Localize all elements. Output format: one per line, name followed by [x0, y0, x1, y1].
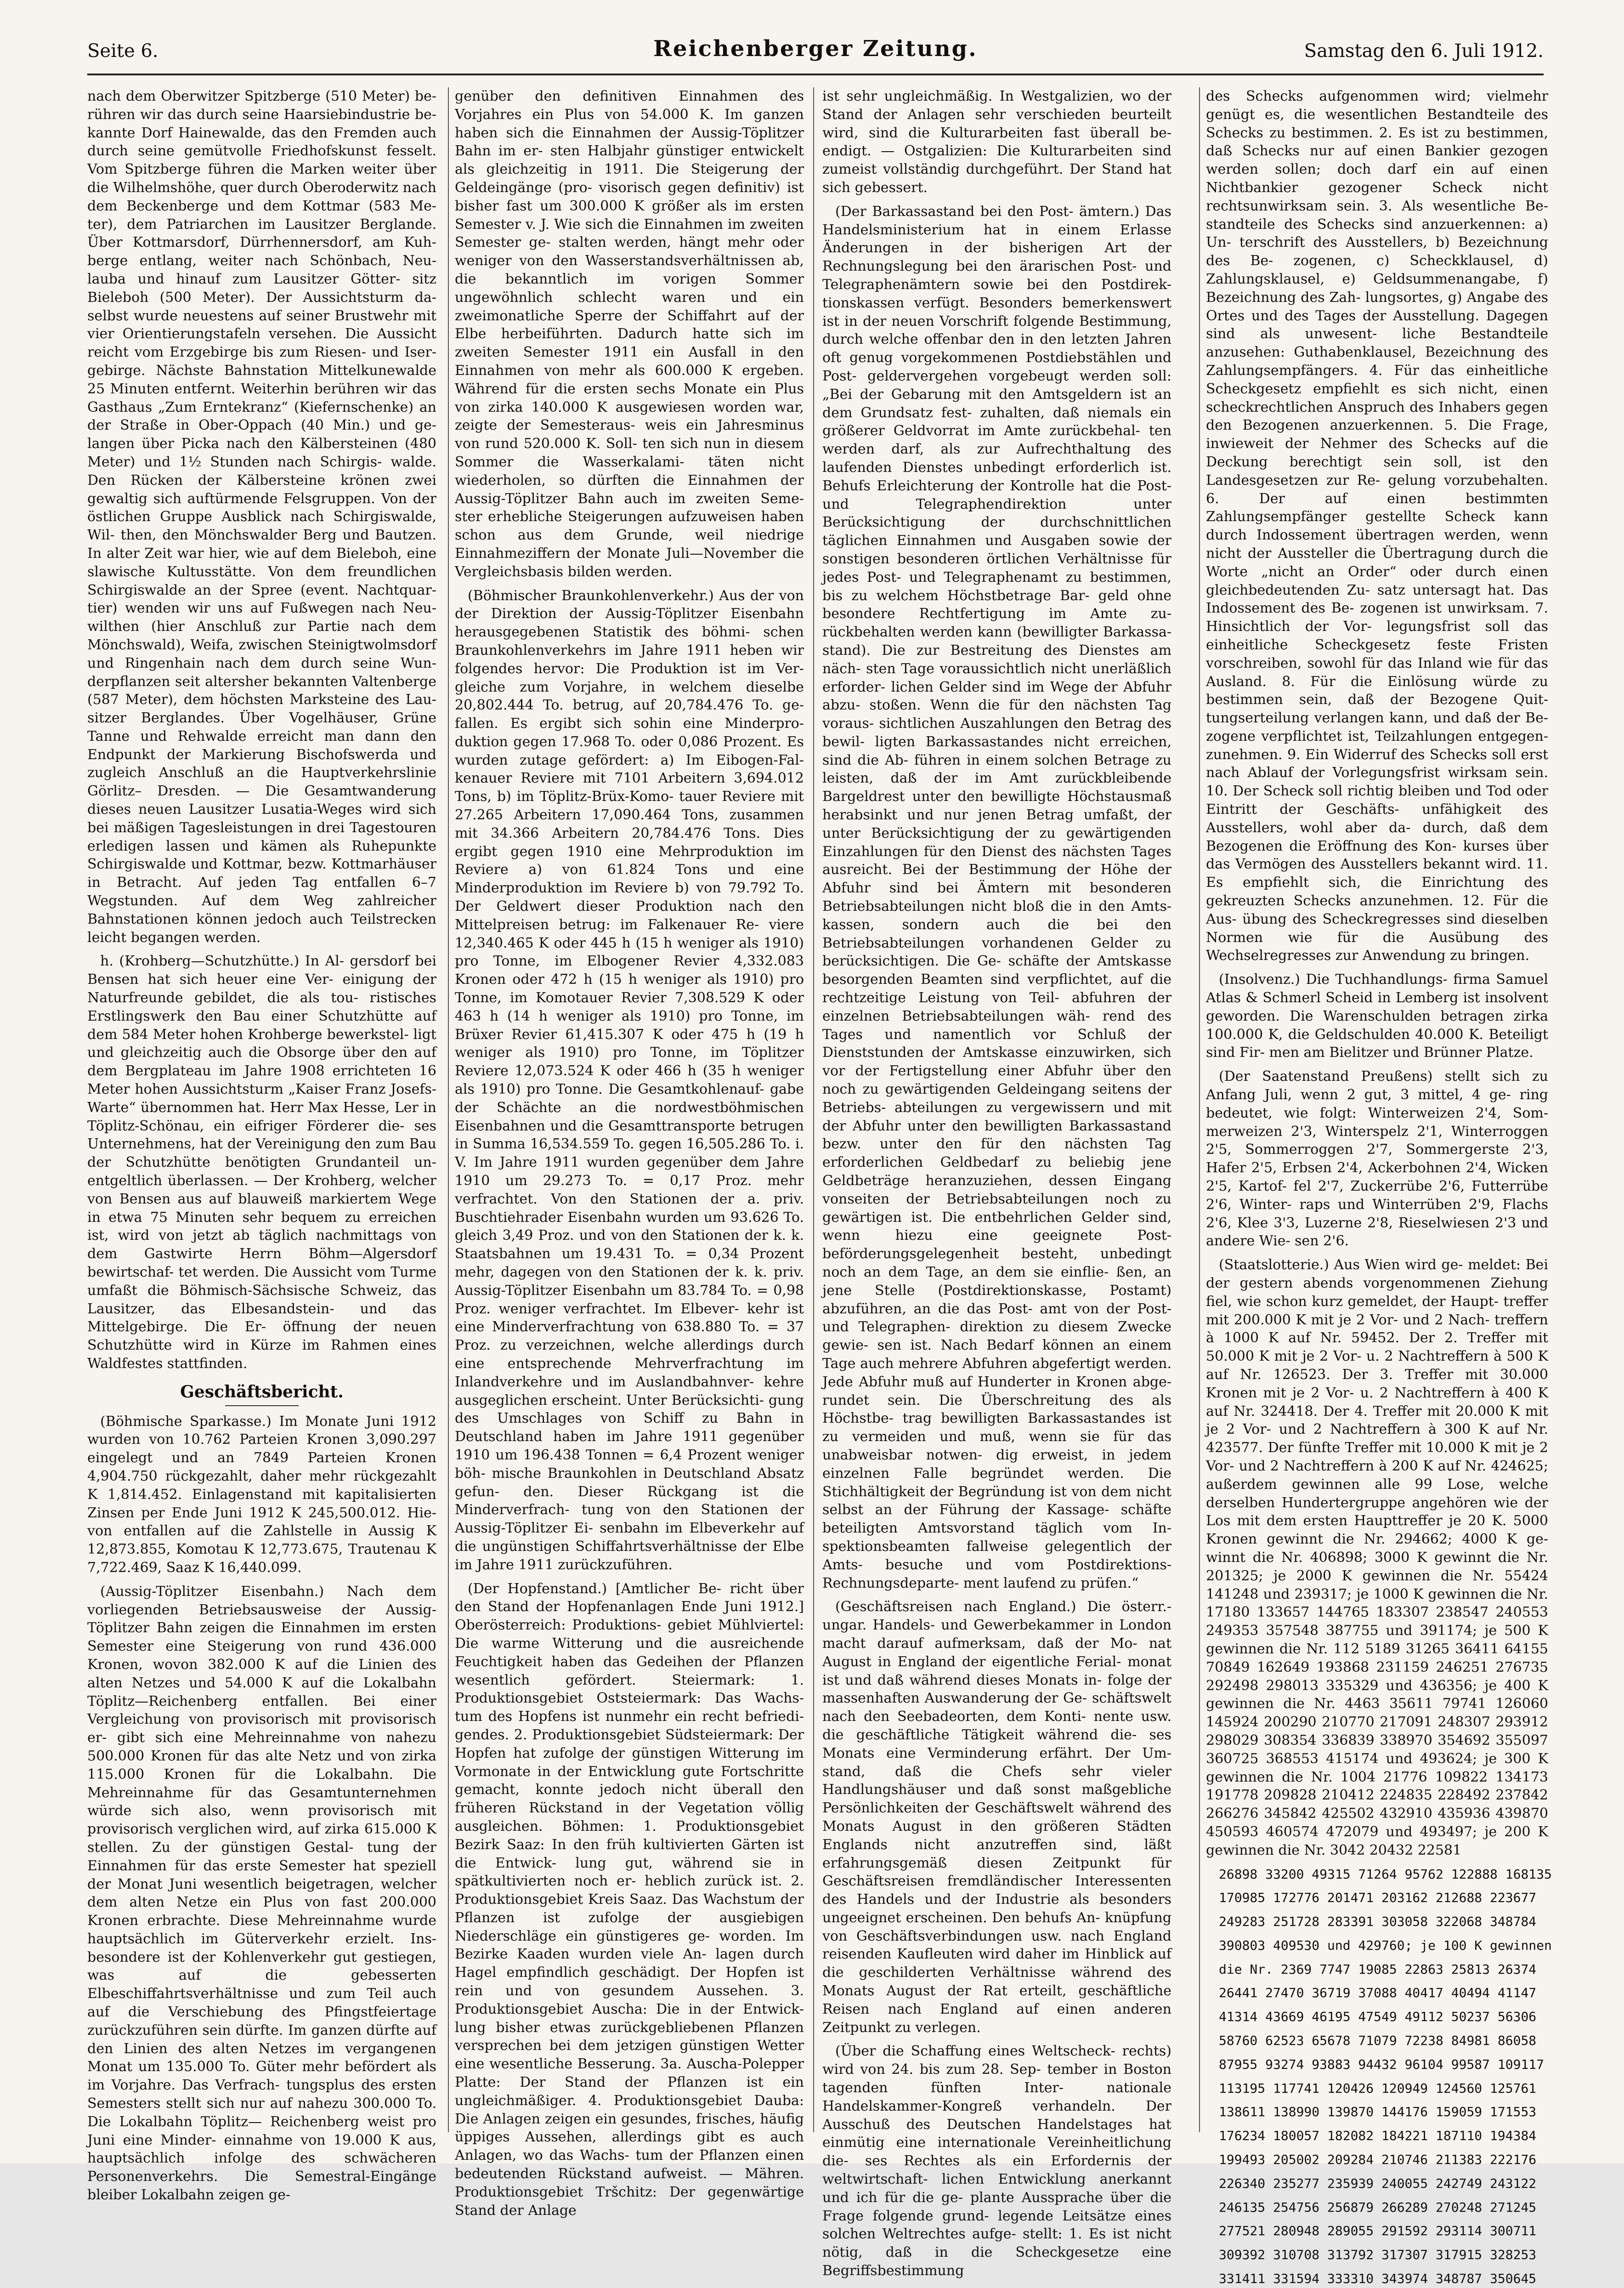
column-1 [87, 87, 436, 2203]
article-crop-status: (Der Saatenstand Preußens) stellt sich zu Anfang Juli, wenn 2 gut, 3 mittel, 4 ge- ring bedeutet, wie folgt: Winterweizen 2'4, Som- merweizen 2'3, Winterspelz 2'1, Winterroggen 2'5, Sommerroggen 2'7, Sommergerste 2'3, Hafer 2'5, Erbsen 2'4, Ackerbohnen 2'4, Wicken 2'5, Kartof- fel 2'7, Zuckerrübe 2'6, Futterrübe 2'6, Winter- raps und Winterrüben 2'9, Flachs 2'6, Klee 3'3, Luzerne 2'8, Rieselwiesen 2'3 und andere Wie- sen 2'6. [1206, 1068, 1548, 1249]
column-divider [1199, 87, 1200, 2132]
section-underline [225, 1405, 299, 1406]
article-post-cash: (Der Barkassastand bei den Post- ämtern.) Das Handelsministerium hat in einem Erlasse Änderungen in der bisherigen Art der Rechnungslegung bei den ärarischen Post- und Telegraphenämtern sowie bei den Postdirek- tionskassen verfügt. Besonders bemerkenswert ist in der neuen Vorschrift folgende Bestimmung, durch welche offenbar den in den letzten Jahren oft genug vorgekommenen Postdiebstählen und Post- geldervergehen vorgebeugt werden soll: „Bei der Gebarung mit den Amtsgeldern ist an dem Grundsatz fest- zuhalten, daß niemals ein größerer Geldvorrat im Amte zurückbehal- ten werden darf, als zur Aufrechthaltung des laufenden Dienstes unbedingt erforderlich ist. Behufs Erleichterung der Kontrolle hat die Post- und Telegraphendirektion unter Berücksichtigung der durchschnittlichen täglichen Einnahmen und Ausgaben sowie der sonstigen besonderen örtlichen Verhältnisse für jedes Post- und Telegraphenamt zu bestimmen, bis zu welchem Höchstbetrage Bar- geld ohne besondere Rechtfertigung im Amte zu- rückbehalten werden kann (bewilligter Barkassa- stand). Die zur Bestreitung des Dienstes am näch- sten Tage voraussichtlich nicht unerläßlich erforder- lichen Gelder sind im Wege der Abfuhr abzu- stoßen. Wenn die für den nächsten Tag voraus- sichtlichen Auszahlungen den Betrag des bewil- ligten Barkassastandes nicht erreichen, sind die Ab- führen in einem solchen Betrage zu leisten, daß der im Amt zurückbleibende Bargeldrest unter den bewilligte Höchstausmaß herabsinkt und nur jenen Betrag umfaßt, der unter Berücksichtigung der zu gewärtigenden Einzahlungen für den Dienst des nächsten Tages ausreicht. Bei der Bestimmung der Höhe der Abfuhr sind bei Ämtern mit besonderen Betriebsabteilungen nicht bloß die in den Amts- kassen, sondern auch die bei den Betriebsabteilungen vorhandenen Gelder zu berücksichtigen. Die Ge- schäfte der Amtskasse besorgenden Beamten sind verpflichtet, auf die rechtzeitige Leistung von Teil- abfuhren der einzelnen Betriebsabteilungen wäh- rend des Tages und namentlich vor Schluß der Dienststunden der Amtskasse einzuwirken, sich vor der Fertigstellung einer Abfuhr über den noch zu gewärtigenden Geldeingang seitens der Betriebs- abteilungen zu vergewissern und mit der Abfuhr unter den bewilligten Barkassastand bezw. unter den für den nächsten Tag erforderlichen Geldbedarf zu beliebig jene Geldbeträge heranzuziehen, dessen Eingang vonseiten der Betriebsabteilungen noch zu gewärtigen ist. Die entbehrlichen Gelder sind, wenn hiezu eine geeignete Post- beförderungsgelegenheit besteht, unbedingt noch an dem Tage, an dem sie einflie- ßen, an jene Stelle (Postdirektionskasse, Postamt) abzuführen, an die das Post- amt von der Post- und Telegraphen- direktion zu diesem Zwecke gewie- sen ist. Nach Bedarf können an einem Tage auch mehrere Abfuhren abgefertigt werden. Jede Abfuhr muß auf Hunderter in Kronen abge- rundet sein. Die Überschreitung des als Höchstbe- trag bewilligten Barkassastandes ist zu vermeiden und muß, wenn sie für das unabweisbar notwen- dig erweist, in jedem einzelnen Falle begründet werden. Die Stichhältigkeit der Begründung ist von dem nicht selbst an der Führung der Kassage- schäfte beteiligten Amtsvorstand täglich vom In- spektionsbeamten fallweise gelegentlich der Amts- besuche und vom Postdirektions-Rechnungsdeparte- ment laufend zu prüfen.“ [822, 203, 1171, 1591]
lottery-row: 58760 62523 65678 71079 72238 84981 86058 [1219, 2033, 1537, 2049]
lottery-row: 246135 254756 256879 266289 270248 271245 [1219, 2199, 1537, 2215]
lottery-row: 390803 409530 und 429760; je 100 K gewinnen [1219, 1937, 1552, 1953]
lottery-row: 199493 205002 209284 210746 211383 222176 [1219, 2152, 1537, 2168]
page-header [87, 32, 1544, 75]
column-3 [822, 87, 1171, 2279]
column-2 [455, 87, 804, 2219]
article-aussig-teplitz-railway: (Aussig-Töplitzer Eisenbahn.) Nach dem vorliegenden Betriebsausweise der Aussig- Töplitzer Bahn zeigen die Einnahmen im ersten Semester eine Steigerung von rund 436.000 Kronen, wovon 382.000 K auf die Linien des alten Netzes und 54.000 K auf die Lokalbahn Töplitz—Reichenberg entfallen. Bei einer Vergleichung von provisorisch mit provisorisch er- gibt sich eine Mehreinnahme von nahezu 500.000 Kronen für das alte Netz und von zirka 115.000 Kronen für die Lokalbahn. Die Mehreinnahme für das Gesamtunternehmen würde sich also, wenn provisorisch mit provisorisch verglichen wird, auf zirka 615.000 K stellen. Zu der günstigen Gestal- tung der Einnahmen für das erste Semester hat speziell der Monat Juni wesentlich beigetragen, welcher dem alten Netze ein Plus von fast 200.000 Kronen erbrachte. Diese Mehreinnahme wurde hauptsächlich im Güterverkehr erzielt. Ins- besondere ist der Kohlenverkehr gut gestiegen, was auf die gebesserten Elbeschiffahrtsverhältnisse und zum Teil auch auf die Verschiebung des Pfingstfeiertage zurückzuführen sein dürfte. Im ganzen dürfte auf den Linien des alten Netzes im vergangenen Monat um 135.000 To. Güter mehr befördert als im Vorjahre. Das Verfrach- tungsplus des ersten Semesters stellt sich nur auf nahezu 300.000 To. Die Lokalbahn Töplitz— Reichenberg weist pro Juni eine Minder- einnahme von 19.000 K aus, hauptsächlich infolge des schwächeren Personenverkehrs. Die Semestral-Eingänge bleiber Lokalbahn zeigen ge- [87, 1583, 436, 2203]
lottery-row: 138611 138990 139870 144176 159059 171553 [1219, 2104, 1537, 2120]
lottery-row: 176234 180057 182082 184221 187110 194384 [1219, 2128, 1537, 2144]
article-hop-continued: ist sehr ungleichmäßig. In Westgalizien, wo der Stand der Anlagen sehr verschieden beurteilt wird, sind die Kulturarbeiten fast überall be- endigt. — Ostgalizien: Die Kulturarbeiten sind zumeist vollständig durchgeführt. Der Stand hat sich gebessert. [822, 88, 1171, 196]
section-title: Geschäftsbericht. [180, 1382, 344, 1402]
article-lusatia-trail: nach dem Oberwitzer Spitzberge (510 Meter) be- rühren wir das durch seine Haarsiebindustrie be- kannte Dorf Hainewalde, das den Fremden auch durch seine gemütvolle Friedhofskunst fesselt. Vom Spitzberge führen die Marken weiter über die Wilhelmshöhe, quer durch Oberoderwitz nach dem Beckenberge und dem Kottmar (583 Me- ter), dem Patriarchen im Lausitzer Berglande. Über Kottmarsdorf, Dürrhennersdorf, am Kuh- berge entlang, weiter nach Schönbach, Neu- lauba und hinauf zum Lausitzer Götter- sitz Bieleboh (500 Meter). Der Aussichtsturm da- selbst wurde neuestens auf seiner Brustwehr mit vier Orientierungstafeln versehen. Die Aussicht reicht vom Erzgebirge bis zum Riesen- und Iser- gebirge. Nächste Bahnstation Mittelkunewalde 25 Minuten entfernt. Weiterhin berühren wir das Gasthaus „Zum Erntekranz“ (Kiefernschenke) an der Straße in Ober-Oppach (40 Min.) und ge- langen über Picka nach den Kälbersteinen (480 Meter) und 1½ Stunden nach Schirgis- walde. Den Rücken der Kälbersteine krönen zwei gewaltig sich auftürmende Felsgruppen. Von der östlichen Gruppe Ausblick nach Schirgiswalde, Wil- then, den Mönchswalder Berg und Bautzen. In alter Zeit war hier, wie auf dem Bieleboh, eine slawische Kultusstätte. Von dem freundlichen Schirgiswalde an der Spree (event. Nachtquar- tier) wenden wir uns auf Fußwegen nach Neu- wilthen (hier Anschluß zur Partie nach dem Mönchswald), Weifa, zwischen Steinigtwolmsdorf und Ringenhain nach dem durch seine Wun- derpflanzen seit altersher bekannten Valtenberge (587 Meter), dem höchsten Marksteine des Lau- sitzer Berglandes. Über Vogelhäuser, Grüne Tanne und Rehwalde erreicht man dann den Endpunkt der Markierung Bischofswerda und zugleich Anschluß an die Hauptverkehrslinie Görlitz– Dresden. — Die Gesamtwanderung dieses neuen Lausitzer Lusatia-Weges wird sich bei mäßigen Tagesleistungen in drei Tagestouren erledigen lassen und kämen als Ruhepunkte Schirgiswalde und Kottmar, bezw. Kottmarhäuser in Betracht. Auf jeden Tag entfallen 6–7 Wegstunden. Auf dem Weg zahlreicher Bahnstationen können jedoch auch Teilstrecken leicht begangen werden. [87, 88, 436, 946]
column-divider [448, 87, 449, 2132]
lottery-row: 331411 331594 333310 343974 348787 350645 [1219, 2271, 1537, 2287]
lottery-row: 249283 251728 283391 303058 322068 348784 [1219, 1914, 1537, 1930]
page-number: Seite 6. [87, 40, 158, 62]
article-krohberg-hut: h. (Krohberg—Schutzhütte.) In Al- gersdorf bei Bensen hat sich heuer eine Ver- einigung der Naturfreunde gebildet, die als tou- ristisches Erstlingswerk den Bau einer Schutzhütte auf dem 584 Meter hohen Krohberge bewerkstel- ligt und gleichzeitig auch die Obsorge über den auf dem Bergplateau im Jahre 1908 errichteten 16 Meter hohen Aussichtsturm „Kaiser Franz Josefs-Warte“ übernommen hat. Herr Max Hesse, Ler in Töplitz-Schönau, ein eifriger Förderer die- ses Unternehmens, hat der Vereinigung den zum Bau der Schutzhütte benötigten Grundanteil un- entgeltlich überlassen. — Der Krohberg, welcher von Bensen aus auf blauweiß markiertem Wege in etwa 75 Minuten sehr bequem zu erreichen ist, wird von jetzt ab täglich nachmittags von dem Gastwirte Herrn Böhm—Algersdorf bewirtschaf- tet werden. Die Aussicht vom Turme umfaßt die Böhmisch-Sächsische Schweiz, das Lausitzer, das Elbesandstein- und das Mittelgebirge. Die Er- öffnung der neuen Schutzhütte wird in Kürze im Rahmen eines Waldfestes stattfinden. [87, 953, 436, 1372]
lottery-row: 226340 235277 235939 240055 242749 243122 [1219, 2175, 1537, 2191]
article-world-cheque-law: (Über die Schaffung eines Weltscheck- rechts) wird von 24. bis zum 28. Sep- tember in Boston tagenden fünften Inter- nationale Handelskammer-Kongreß verhandeln. Der Ausschuß des Deutschen Handelstages hat einmütig eine internationale Vereinheitlichung die- ses Rechtes als ein Erfordernis der weltwirtschaft- lichen Entwicklung anerkannt und ich für die ge- plante Aussprache über die Frage folgende grund- legende Leitsätze eines solchen Weltrechtes aufge- stellt: 1. Es ist nicht nötig, daß in die Scheckgesetze eine Begriffsbestimmung [822, 2043, 1171, 2279]
article-state-lottery: (Staatslotterie.) Aus Wien wird ge- meldet: Bei der gestern abends vorgenommenen Ziehung fiel, wie schon kurz gemeldet, der Haupt- treffer mit 200.000 K mit je 2 Vor- und 2 Nach- treffern à 1000 K auf Nr. 59452. Der 2. Treffer mit 50.000 K mit je 2 Vor- u. 2 Nachtreffern à 500 K auf Nr. 126523. Der 3. Treffer mit 30.000 Kronen mit je 2 Vor- u. 2 Nachtreffern à 400 K auf Nr. 324418. Der 4. Treffer mit 20.000 K mit je 2 Vor- und 2 Nachtreffern à 300 K auf Nr. 423577. Der fünfte Treffer mit 10.000 K mit je 2 Vor- und 2 Nachtreffern à 200 K auf Nr. 424625; außerdem gewinnen alle 99 Lose, welche derselben Hundertergruppe angehören wie der Los mit dem ersten Haupttreffer je 20 K. 5000 Kronen gewinnt die Nr. 294662; 4000 K ge- winnt die Nr. 406898; 3000 K gewinnt die Nr. 201325; je 2000 K gewinnen die Nr. 55424 141248 und 239317; je 1000 K gewinnen die Nr. 17180 133657 144765 183307 238547 240553 249353 357548 387755 und 391174; je 500 K gewinnen die Nr. 112 5189 31265 36411 64155 70849 162649 193868 231159 246251 276735 292498 298013 335329 und 436356; je 400 K gewinnen die Nr. 4463 35611 79741 126060 145924 200290 210770 217091 248307 293912 298029 308354 336839 338970 354692 355097 360725 368553 415174 und 493624; je 300 K gewinnen die Nr. 1004 21776 109822 134173 191778 209828 210412 224835 228492 237842 266276 345842 425502 432910 435936 439870 450593 460574 472079 und 493497; je 200 K gewinnen die Nr. 3042 20432 22581 [1206, 1257, 1548, 1858]
issue-date: Samstag den 6. Juli 1912. [1304, 40, 1544, 62]
newspaper-title: Reichenberger Zeitung. [653, 36, 978, 62]
article-brown-coal: (Böhmischer Braunkohlenverkehr.) Aus der von der Direktion der Aussig-Töplitzer Eisenbahn herausgegebenen Statistik des böhmi- schen Braunkohlenverkehrs im Jahre 1911 heben wir folgendes hervor: Die Produktion ist im Ver- gleiche zum Vorjahre, in welchem dieselbe 20,802.444 To. betrug, auf 20,784.476 To. ge- fallen. Es ergibt sich sohin eine Minderpro- duktion gegen 17.968 To. oder 0,086 Prozent. Es wurden zutage gefördert: a) Im Eibogen-Fal- kenauer Reviere mit 7101 Arbeitern 3,694.012 Tons, b) im Töplitz-Brüx-Komo- tauer Reviere mit 27.265 Arbeitern 17,090.464 Tons, zusammen mit 34.366 Arbeitern 20,784.476 Tons. Dies ergibt gegen 1910 eine Mehrproduktion im Reviere a) von 61.824 Tons und eine Minderproduktion im Reviere b) von 79.792 To. Der Geldwert dieser Produktion nach den Mittelpreisen betrug: im Falkenauer Re- viere 12,340.465 K oder 445 h (15 h weniger als 1910) pro Tonne, im Elbogener Revier 4,332.083 Kronen oder 472 h (15 h weniger als 1910) pro Tonne, im Komotauer Revier 7,308.529 K oder 463 h (14 h weniger als 1910) pro Tonne, im Brüxer Revier 61,415.307 K oder 475 h (19 h weniger als 1910) pro Tonne, im Töplitzer Reviere 12,073.524 K oder 466 h (35 h weniger als 1910) pro Tonne. Die Gesamtkohlenauf- gabe der Schächte an die nordwestböhmischen Eisenbahnen und die Gesamttransporte betrugen in Summa 16,534.559 To. gegen 16,505.286 To. i. V. Im Jahre 1911 wurden gegenüber dem Jahre 1910 um 29.273 To. = 0,17 Proz. mehr verfrachtet. Von den Stationen der a. priv. Buschtiehrader Eisenbahn wurden um 93.626 To. gleich 3,49 Proz. und von den Stationen der k. k. Staatsbahnen um 19.431 To. = 0,34 Prozent mehr, dagegen von den Stationen der k. k. priv. Aussig-Töplitzer Eisenbahn um 83.784 To. = 0,98 Proz. weniger verfrachtet. Im Elbever- kehr ist eine Minderverfrachtung von 638.880 To. = 37 Proz. zu verzeichnen, welche allerdings durch eine entsprechende Mehrverfrachtung im Inlandverkehre und im Auslandbahnver- kehre ausgeglichen erscheint. Unter Berücksichti- gung des Umschlages von Schiff zu Bahn in Deutschland haben im Jahre 1911 gegenüber 1910 um 196.438 Tonnen = 6,4 Prozent weniger böh- mische Braunkohlen in Deutschland Absatz gefun- den. Dieser Rückgang ist die Minderverfrach- tung von den Stationen der Aussig-Töplitzer Ei- senbahn im Elbeverkehr auf die ungünstigen Schiffahrtsverhältnisse der Elbe im Jahre 1911 zurückzuführen. [455, 587, 804, 1573]
lottery-number-table [1206, 1865, 1552, 2288]
lottery-row: 26441 27470 36719 37088 40417 40494 41147 [1219, 1985, 1537, 2001]
lottery-row: 113195 117741 120426 120949 124560 125761 [1219, 2080, 1537, 2096]
article-business-travel-england: (Geschäftsreisen nach England.) Die österr.-ungar. Handels- und Gewerbekammer in London macht darauf aufmerksam, daß der Mo- nat August in England der eigentliche Ferial- monat ist und daß während dieses Monats in- folge der massenhaften Auswanderung der Ge- schäftswelt nach den Seebadeorten, dem Konti- nente usw. die geschäftliche Tätigkeit während die- ses Monats eine Verminderung erfährt. Der Um- stand, daß die Chefs sehr vieler Handlungshäuser und daß sonst maßgebliche Persönlichkeiten der Geschäftswelt während des Monats August in den größeren Städten Englands nicht anzutreffen sind, läßt erfahrungsgemäß diesen Zeitpunkt für Geschäftsreisen fremdländischer Interessenten des Handels und der Industrie als besonders ungeeignet erscheinen. Den behufs An- knüpfung von Geschäftsverbindungen usw. nach England reisenden Kaufleuten wird daher im Hinblick auf die geschilderten Verhältnisse während des Monats August der Rat erteilt, geschäftliche Reisen nach England auf einen anderen Zeitpunkt zu verlegen. [822, 1599, 1171, 2036]
column-4 [1206, 87, 1552, 2287]
column-divider [813, 87, 814, 2132]
article-cheque-continued: des Schecks aufgenommen wird; vielmehr genügt es, die wesentlichen Bestandteile des Schecks zu bestimmen. 2. Es ist zu bestimmen, daß Schecks nur auf einen Bankier gezogen werden sollen; doch darf ein auf einen Nichtbankier gezogener Scheck nicht rechtsunwirksam sein. 3. Als wesentliche Be- standteile des Schecks sind anzuerkennen: a) Un- terschrift des Ausstellers, b) Bezeichnung des Be- zogenen, c) Scheckklausel, d) Zahlungsklausel, e) Geldsummenangabe, f) Bezeichnung des Zah- lungsortes, g) Angabe des Ortes und des Tages der Ausstellung. Dagegen sind als unwesent- liche Bestandteile anzusehen: Guthabenklausel, Bezeichnung des Zahlungsempfängers. 4. Für das einheitliche Scheckgesetz empfiehlt es sich nicht, einen scheckrechtlichen Anspruch des Inhabers gegen den Bezogenen anzuerkennen. 5. Die Frage, inwieweit der Nehmer des Schecks auf die Deckung berechtigt sein soll, ist den Landesgesetzen zur Re- gelung vorzubehalten. 6. Der auf einen bestimmten Zahlungsempfänger gestellte Scheck kann durch Indossement übertragen werden, wenn nicht der Aussteller die Übertragung durch die Worte „nicht an Order“ oder durch einen gleichbedeutenden Zu- satz untersagt hat. Das Indossement des Be- zogenen ist unwirksam. 7. Hinsichtlich der Vor- legungsfrist soll das einheitliche Scheckgesetz feste Fristen vorschreiben, sowohl für das Inland wie für das Ausland. 8. Für die Einlösung würde zu bestimmen sein, daß der Bezogene Quit- tungserteilung verlangen kann, und daß der Be- zogene verpflichtet ist, Teilzahlungen entgegen- zunehmen. 9. Ein Widerruf des Schecks soll erst nach Ablauf der Vorlegungsfrist wirksam sein. 10. Der Scheck soll richtig bleiben und Tod oder Eintritt der Geschäfts- unfähigkeit des Ausstellers, wohl aber da- durch, daß dem Bezogenen die Eröffnung des Kon- kurses über das Vermögen des Ausstellers bekannt wird. 11. Es empfiehlt sich, die Einrichtung des gekreuzten Schecks anzunehmen. 12. Für die Aus- übung des Scheckregresses sind dieselben Normen wie für die Ausübung des Wechselregresses zur Anwendung zu bringen. [1206, 88, 1548, 964]
lottery-row: 87955 93274 93883 94432 96104 99587 109117 [1219, 2056, 1545, 2072]
section-heading [87, 1383, 436, 1406]
article-sparkasse: (Böhmische Sparkasse.) Im Monate Juni 1912 wurden von 10.762 Parteien Kronen 3,090.297 eingelegt und an 7849 Parteien Kronen 4,904.750 rückgezahlt, daher mehr rückgezahlt K 1,814.452. Einlagenstand mit kapitalisierten Zinsen per Ende Juni 1912 K 245,500.012. Hie- von entfallen auf die Zahlstelle in Aussig K 12,873.855, Komotau K 12,773.675, Trautenau K 7,722.469, Saaz K 16,440.099. [87, 1413, 436, 1576]
lottery-row: 26898 33200 49315 71264 95762 122888 168135 [1219, 1866, 1552, 1882]
article-insolvency: (Insolvenz.) Die Tuchhandlungs- firma Samuel Atlas & Schmerl Scheid in Lemberg ist insolvent geworden. Die Warenschulden betragen zirka 100.000 K, die Geldschulden 40.000 K. Beteiligt sind Fir- men am Bielitzer und Brünner Platze. [1206, 971, 1548, 1061]
article-railway-continued: genüber den definitiven Einnahmen des Vorjahres ein Plus von 54.000 K. Im ganzen haben sich die Einnahmen der Aussig-Töplitzer Bahn im er- sten Halbjahr günstiger entwickelt als gleichzeitig in 1911. Die Steigerung der Geldeingänge (pro- visorisch gegen definitiv) ist bisher fast um 300.000 K größer als im ersten Semester v. J. Wie sich die Einnahmen im zweiten Semester ge- stalten werden, hängt mehr oder weniger von den Wasserstandsverhältnissen ab, die bekanntlich im vorigen Sommer ungewöhnlich schlecht waren und ein zweimonatliche Sperre der Schiffahrt auf der Elbe herbeiführten. Dadurch hatte sich im zweiten Semester 1911 ein Ausfall in den Einnahmen von mehr als 600.000 K ergeben. Während für die ersten sechs Monate ein Plus von zirka 140.000 K ausgewiesen worden war, zeigte der Semesteraus- weis ein Jahresminus von rund 520.000 K. Soll- ten sich nun in diesem Sommer die Wasserkalami- täten nicht wiederholen, so dürften die Einnahmen der Aussig-Töplitzer Bahn auch im zweiten Seme- ster erhebliche Steigerungen aufzuweisen haben schon aus dem Grunde, weil niedrige Einnahmeziffern der Monate Juli—November die Vergleichsbasis bilden werden. [455, 88, 804, 580]
lottery-row: 309392 310708 313792 317307 317915 328253 [1219, 2247, 1537, 2263]
lottery-row: 41314 43669 46195 47549 49112 50237 56306 [1219, 2009, 1537, 2025]
lottery-row: 170985 172776 201471 203162 212688 223677 [1219, 1890, 1537, 1906]
lottery-row: 277521 280948 289055 291592 293114 300711 [1219, 2223, 1537, 2239]
lottery-row: die Nr. 2369 7747 19085 22863 25813 26374 [1219, 1961, 1537, 1977]
article-hop-status: (Der Hopfenstand.) [Amtlicher Be- richt über den Stand der Hopfenanlagen Ende Juni 1912.] Oberösterreich: Produktions- gebiet Mühlviertel: Die warme Witterung und die ausreichende Feuchtigkeit haben das Gedeihen der Pflanzen wesentlich gefördert. Steiermark: 1. Produktionsgebiet Oststeiermark: Das Wachs- tum des Hopfens ist nunmehr ein recht befriedi- gendes. 2. Produktionsgebiet Südsteiermark: Der Hopfen hat zufolge der günstigen Witterung im Vormonate in der Entwicklung gute Fortschritte gemacht, konnte jedoch nicht überall den früheren Rückstand in der Vegetation völlig ausgleichen. Böhmen: 1. Produktionsgebiet Bezirk Saaz: In den früh kultivierten Gärten ist die Entwick- lung gut, während sie in spätkultivierten noch er- heblich zurück ist. 2. Produktionsgebiet Kreis Saaz. Das Wachstum der Pflanzen ist zufolge der ausgiebigen Niederschläge ein günstigeres ge- worden. Im Bezirke Kaaden wurden viele An- lagen durch Hagel empfindlich geschädigt. Der Hopfen ist rein und von gesundem Aussehen. 3. Produktionsgebiet Auscha: Die in der Entwick- lung bisher etwas zurückgebliebenen Pflanzen versprechen bei dem jetzigen günstigen Wetter eine wesentliche Besserung. 3a. Auscha-Polepper Platte: Der Stand der Pflanzen ist ein ungleichmäßiger. 4. Produktionsgebiet Dauba: Die Anlagen zeigen ein gesundes, frisches, häufig üppiges Aussehen, allerdings gibt es auch Anlagen, wo das Wachs- tum der Pflanzen einen bedeutenden Rückstand aufweist. — Mähren. Produktionsgebiet Tršchitz: Der gegenwärtige Stand der Anlage [455, 1580, 804, 2219]
